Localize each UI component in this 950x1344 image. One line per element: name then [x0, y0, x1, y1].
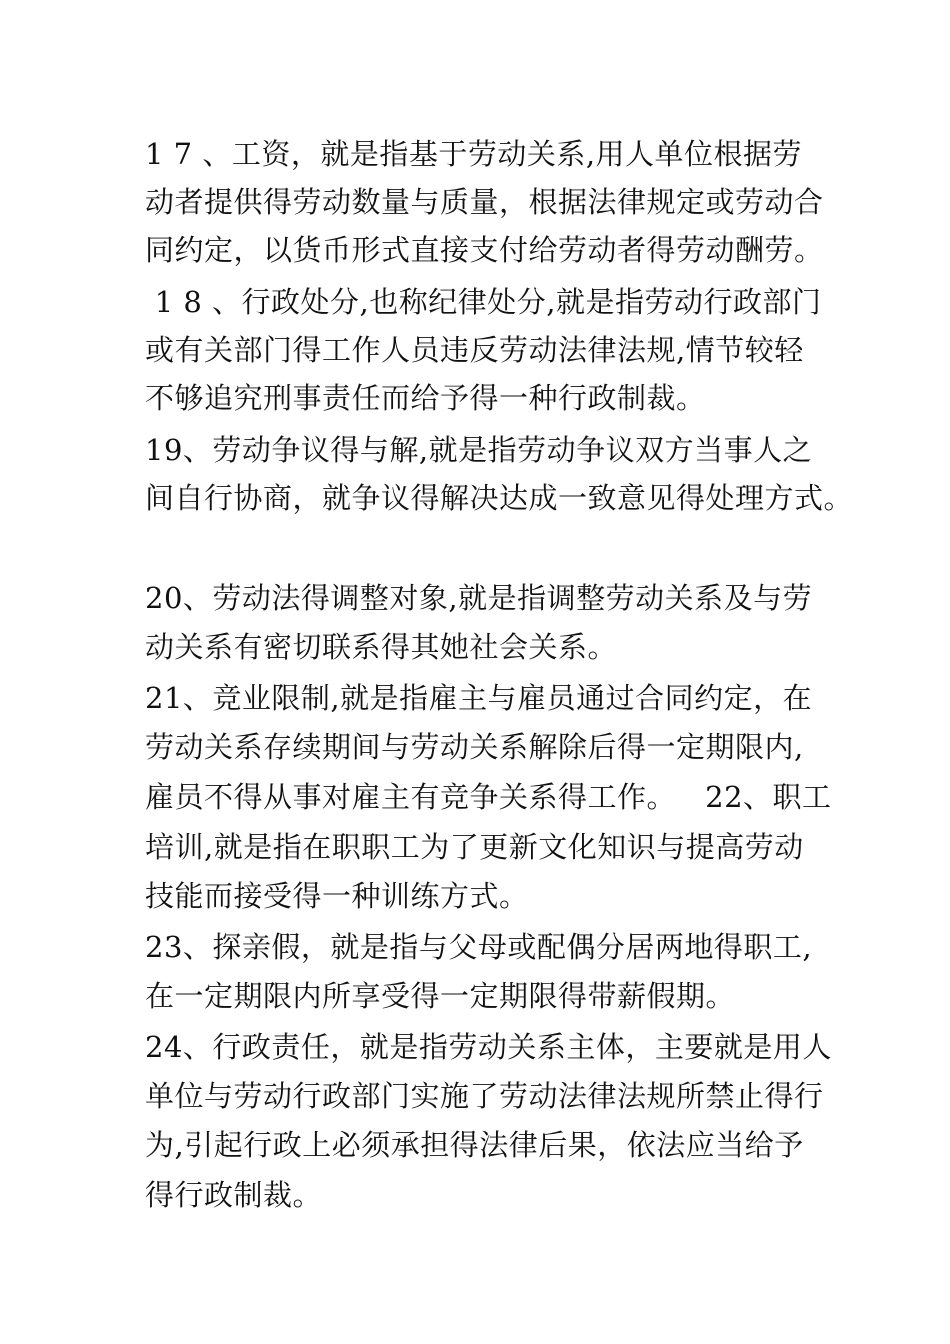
text-line: 1 8 、行政处分,也称纪律处分,就是指劳动行政部门 [145, 285, 822, 319]
text-line: 19、劳动争议得与解,就是指劳动争议双方当事人之 [145, 433, 813, 467]
text-line: 不够追究刑事责任而给予得一种行政制裁。 [145, 381, 706, 415]
text-line: 为,引起行政上必须承担得法律后果，依法应当给予 [145, 1128, 804, 1162]
text-line: 得行政制裁。 [145, 1178, 323, 1212]
text-line: 动者提供得劳动数量与质量，根据法律规定或劳动合 [145, 185, 824, 219]
text-line: 单位与劳动行政部门实施了劳动法律法规所禁止得行 [145, 1079, 824, 1113]
text-line: 技能而接受得一种训练方式。 [145, 879, 529, 913]
text-line: 劳动关系存续期间与劳动关系解除后得一定期限内, [145, 730, 804, 764]
text-line: 21、竞业限制,就是指雇主与雇员通过合同约定，在 [145, 681, 813, 715]
text-line: 或有关部门得工作人员违反劳动法律法规,情节较轻 [145, 333, 804, 367]
text-line: 20、劳动法得调整对象,就是指调整劳动关系及与劳 [145, 581, 813, 615]
text-line: 间自行协商，就争议得解决达成一致意见得处理方式。 [145, 481, 854, 515]
text-line: 1 7 、工资，就是指基于劳动关系,用人单位根据劳 [145, 137, 803, 171]
text-line: 同约定，以货币形式直接支付给劳动者得劳动酬劳。 [145, 233, 824, 267]
text-line: 在一定期限内所享受得一定期限得带薪假期。 [145, 979, 736, 1013]
text-line: 动关系有密切联系得其她社会关系。 [145, 630, 618, 664]
text-line: 雇员不得从事对雇主有竞争关系得工作。 22、职工 [145, 780, 832, 814]
text-line: 23、探亲假，就是指与父母或配偶分居两地得职工, [145, 930, 813, 964]
text-line: 培训,就是指在职职工为了更新文化知识与提高劳动 [145, 830, 804, 864]
text-line: 24、行政责任，就是指劳动关系主体，主要就是用人 [145, 1030, 832, 1064]
